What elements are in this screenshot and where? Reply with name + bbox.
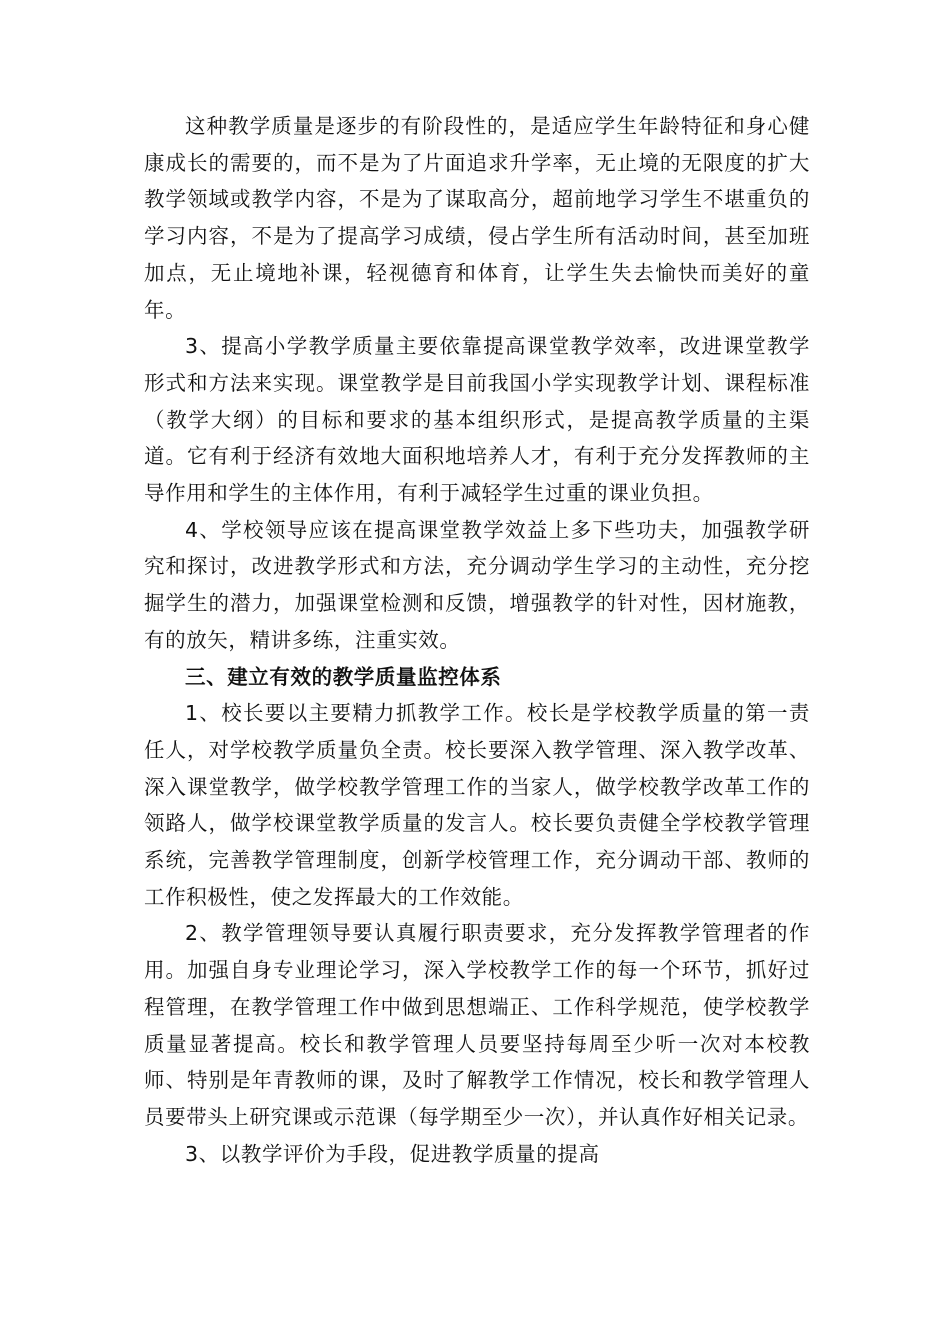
paragraph-teaching-quality-stages: 这种教学质量是逐步的有阶段性的，是适应学生年龄特征和身心健康成长的需要的，而不是为了片面追求升学率，无止境的无限度的扩大教学领域或教学内容，不是为了谋取高分，超前地学习学生不堪重负的学习内容，不是为了提高学习成绩，侵占学生所有活动时间，甚至加班加点，无止境地补课，轻视德育和体育，让学生失去愉快而美好的童年。 xyxy=(144,114,810,322)
paragraph-point-4-leadership-effort: 4、学校领导应该在提高课堂教学效益上多下些功夫，加强教学研究和探讨，改进教学形式和方法，充分调动学生学习的主动性，充分挖掘学生的潜力，加强课堂检测和反馈，增强教学的针对性，因材施教，有的放矢，精讲多练，注重实效。 xyxy=(144,517,810,652)
paragraph-section-point-1-principal: 1、校长要以主要精力抓教学工作。校长是学校教学质量的第一责任人，对学校教学质量负全责。校长要深入教学管理、深入教学改革、深入课堂教学，做学校教学管理工作的当家人，做学校教学改革工作的领路人，做学校课堂教学质量的发言人。校长要负责健全学校教学管理系统，完善教学管理制度，创新学校管理工作，充分调动干部、教师的工作积极性，使之发挥最大的工作效能。 xyxy=(144,701,810,909)
paragraph-section-point-3-evaluation: 3、以教学评价为手段，促进教学质量的提高 xyxy=(185,1141,600,1166)
section-heading-quality-monitoring: 三、建立有效的教学质量监控体系 xyxy=(185,664,502,689)
paragraph-point-3-classroom-efficiency: 3、提高小学教学质量主要依靠提高课堂教学效率，改进课堂教学形式和方法来实现。课堂教学是目前我国小学实现教学计划、课程标准（教学大纲）的目标和要求的基本组织形式，是提高教学质量的主渠道。它有利于经济有效地大面积地培养人才，有利于充分发挥教师的主导作用和学生的主体作用，有利于减轻学生过重的课业负担。 xyxy=(144,334,810,506)
document-body xyxy=(144,108,810,1172)
paragraph-section-point-2-management: 2、教学管理领导要认真履行职责要求，充分发挥教学管理者的作用。加强自身专业理论学习，深入学校教学工作的每一个环节，抓好过程管理，在教学管理工作中做到思想端正、工作科学规范，使学校教学质量显著提高。校长和教学管理人员要坚持每周至少听一次对本校教师、特别是年青教师的课，及时了解教学工作情况，校长和教学管理人员要带头上研究课或示范课（每学期至少一次），并认真作好相关记录。 xyxy=(144,921,810,1129)
